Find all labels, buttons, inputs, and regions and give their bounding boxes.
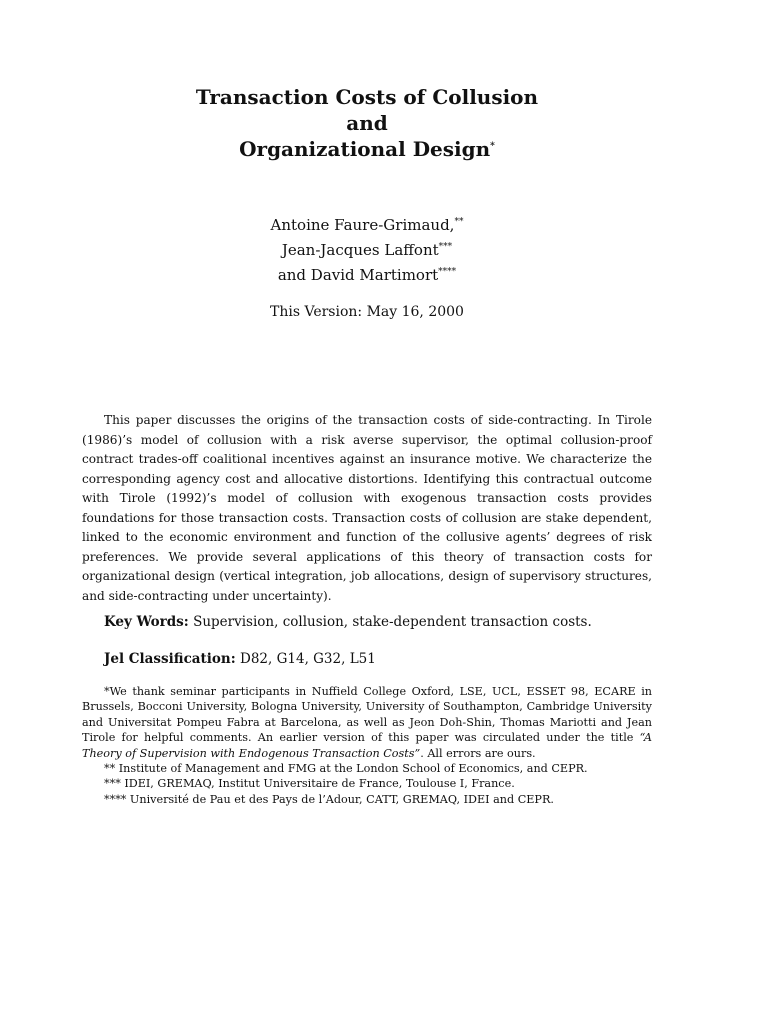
key-words-label: Key Words:	[104, 614, 189, 630]
author-1-name: Antoine Faure-Grimaud,	[270, 216, 455, 234]
key-words-text: Supervision, collusion, stake-dependent transaction costs.	[193, 614, 592, 630]
jel-codes: D82, G14, G32, L51	[240, 651, 376, 667]
affiliation-footnote-2: *** IDEI, GREMAQ, Institut Universitaire de France, Toulouse I, France.	[104, 777, 515, 791]
author-1-mark: **	[454, 217, 464, 227]
author-1	[0, 213, 734, 238]
version-date: This Version: May 16, 2000	[270, 304, 464, 320]
jel-label: Jel Classification:	[104, 651, 236, 667]
author-2-name: Jean-Jacques Laffont	[281, 241, 439, 259]
author-3-name: and David Martimort	[277, 266, 439, 284]
author-3	[0, 263, 734, 288]
footnotes	[82, 684, 652, 807]
author-3-mark: ****	[438, 267, 457, 277]
abstract: This paper discusses the origins of the transaction costs of side-contracting. In Tirole (1986)’s model of collusion with a risk averse supervisor, the optimal collusion-proof contract trades-off coalitional incentives against an insurance motive. We characterize the corresponding agency cost and allocative distortions. Identifying this contractual outcome with Tirole (1992)’s model of collusion with exogenous transaction costs provides foundations for those transaction costs. Transaction costs of collusion are stake dependent, linked to the economic environment and function of the collusive agents’ degrees of risk preferences. We provide several applications of this theory of transaction costs for organizational design (vertical integration, job allocations, design of supervisory structures, and side-contracting under uncertainty).	[82, 413, 652, 603]
affiliation-footnote-1: ** Institute of Management and FMG at the London School of Economics, and CEPR.	[104, 762, 588, 776]
earlier-version-title: “A Theory of Supervision with Endogenous Transaction Costs”	[82, 731, 652, 760]
title-line-1: Transaction Costs of Collusion	[195, 85, 539, 109]
title-line-3	[0, 136, 734, 162]
title-line-2: and	[346, 111, 388, 135]
author-list	[0, 213, 734, 288]
thanks-text: *We thank seminar participants in Nuffield College Oxford, LSE, UCL, ESSET 98, ECARE in Brussels, Bocconi University, Bologna University, University of Southampton, Cambridge University and Universitat Pompeu Fabra at Barcelona, as well as Jeon Doh-Shin, Thomas Mariotti and Jean Tirole for helpful comments. An earlier version of this paper was circulated under the title	[82, 685, 652, 745]
affiliation-footnote-3: **** Université de Pau et des Pays de l’Adour, CATT, GREMAQ, IDEI and CEPR.	[104, 792, 554, 806]
thanks-closing: . All errors are ours.	[420, 746, 536, 760]
title-line-3-text: Organizational Design	[239, 137, 491, 161]
author-2	[0, 238, 734, 263]
acknowledgements-footnote	[82, 684, 652, 761]
author-2-mark: ***	[438, 242, 453, 252]
key-words	[104, 612, 664, 632]
title-footnote-mark: *	[490, 141, 495, 152]
jel-classification	[104, 649, 664, 669]
paper-title	[0, 84, 734, 162]
